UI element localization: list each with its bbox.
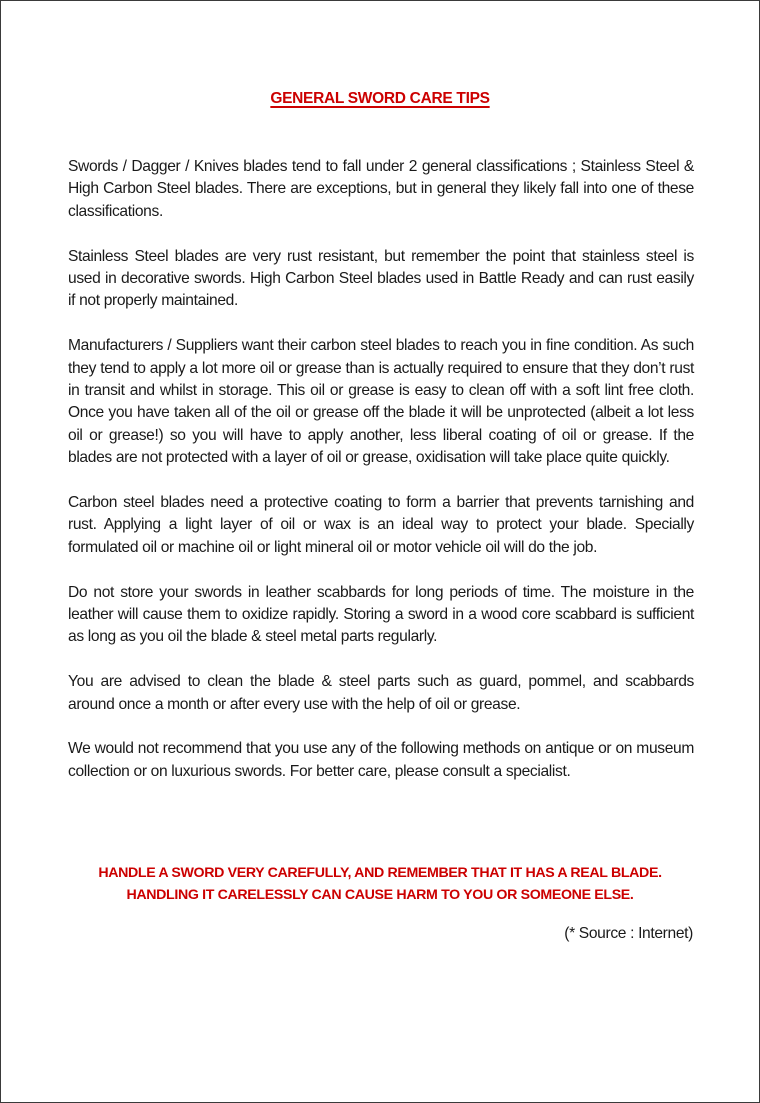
safety-warning-line-2: HANDLING IT CARELESSLY CAN CAUSE HARM TO YOU OR SOMEONE ELSE. [126, 887, 634, 903]
safety-warning-line-1: HANDLE A SWORD VERY CAREFULLY, AND REMEMBER THAT IT HAS A REAL BLADE. [98, 865, 662, 881]
paragraph-leather-scabbards: Do not store your swords in leather scabbards for long periods of time. The moisture in the leather will cause them to oxidize rapidly. Storing a sword in a wood core scabbard is sufficient as long as you oil the blade & steel metal parts regularly. [68, 583, 694, 646]
paragraph-antique-warning: We would not recommend that you use any of the following methods on antique or on museum collection or on luxurious swords. For better care, please consult a specialist. [68, 740, 694, 780]
document-body [68, 156, 694, 806]
paragraph-cleaning-schedule: You are advised to clean the blade & steel parts such as guard, pommel, and scabbards around once a month or after every use with the help of oil or grease. [68, 673, 694, 713]
source-attribution: (* Source : Internet) [564, 925, 693, 942]
document-title-text: GENERAL SWORD CARE TIPS [270, 90, 490, 107]
document-title [1, 90, 759, 108]
safety-warning [41, 862, 719, 906]
paragraph-manufacturers: Manufacturers / Suppliers want their carbon steel blades to reach you in fine condition. As such they tend to apply a lot more oil or grease than is actually required to ensure that they don’t rust in transit and whilst in storage. This oil or grease is easy to clean off with a soft lint free cloth. Once you have taken all of the oil or grease off the blade it will be unprotected (albeit a lot less oil or grease!) so you will have to apply another, less liberal coating of oil or grease. If the blades are not protected with a layer of oil or grease, oxidisation will take place quite quickly. [68, 337, 694, 467]
paragraph-carbon-steel-coating: Carbon steel blades need a protective coating to form a barrier that prevents tarnishing and rust. Applying a light layer of oil or wax is an ideal way to protect your blade. Specially formulated oil or machine oil or light mineral oil or motor vehicle oil will do the job. [68, 494, 694, 556]
paragraph-classifications: Swords / Dagger / Knives blades tend to fall under 2 general classifications ; Stainless Steel & High Carbon Steel blades. There are exceptions, but in general they likely fall into one of these classifications. [68, 158, 694, 220]
paragraph-stainless-steel: Stainless Steel blades are very rust resistant, but remember the point that stainless steel is used in decorative swords. High Carbon Steel blades used in Battle Ready and can rust easily if not properly maintained. [68, 247, 694, 310]
